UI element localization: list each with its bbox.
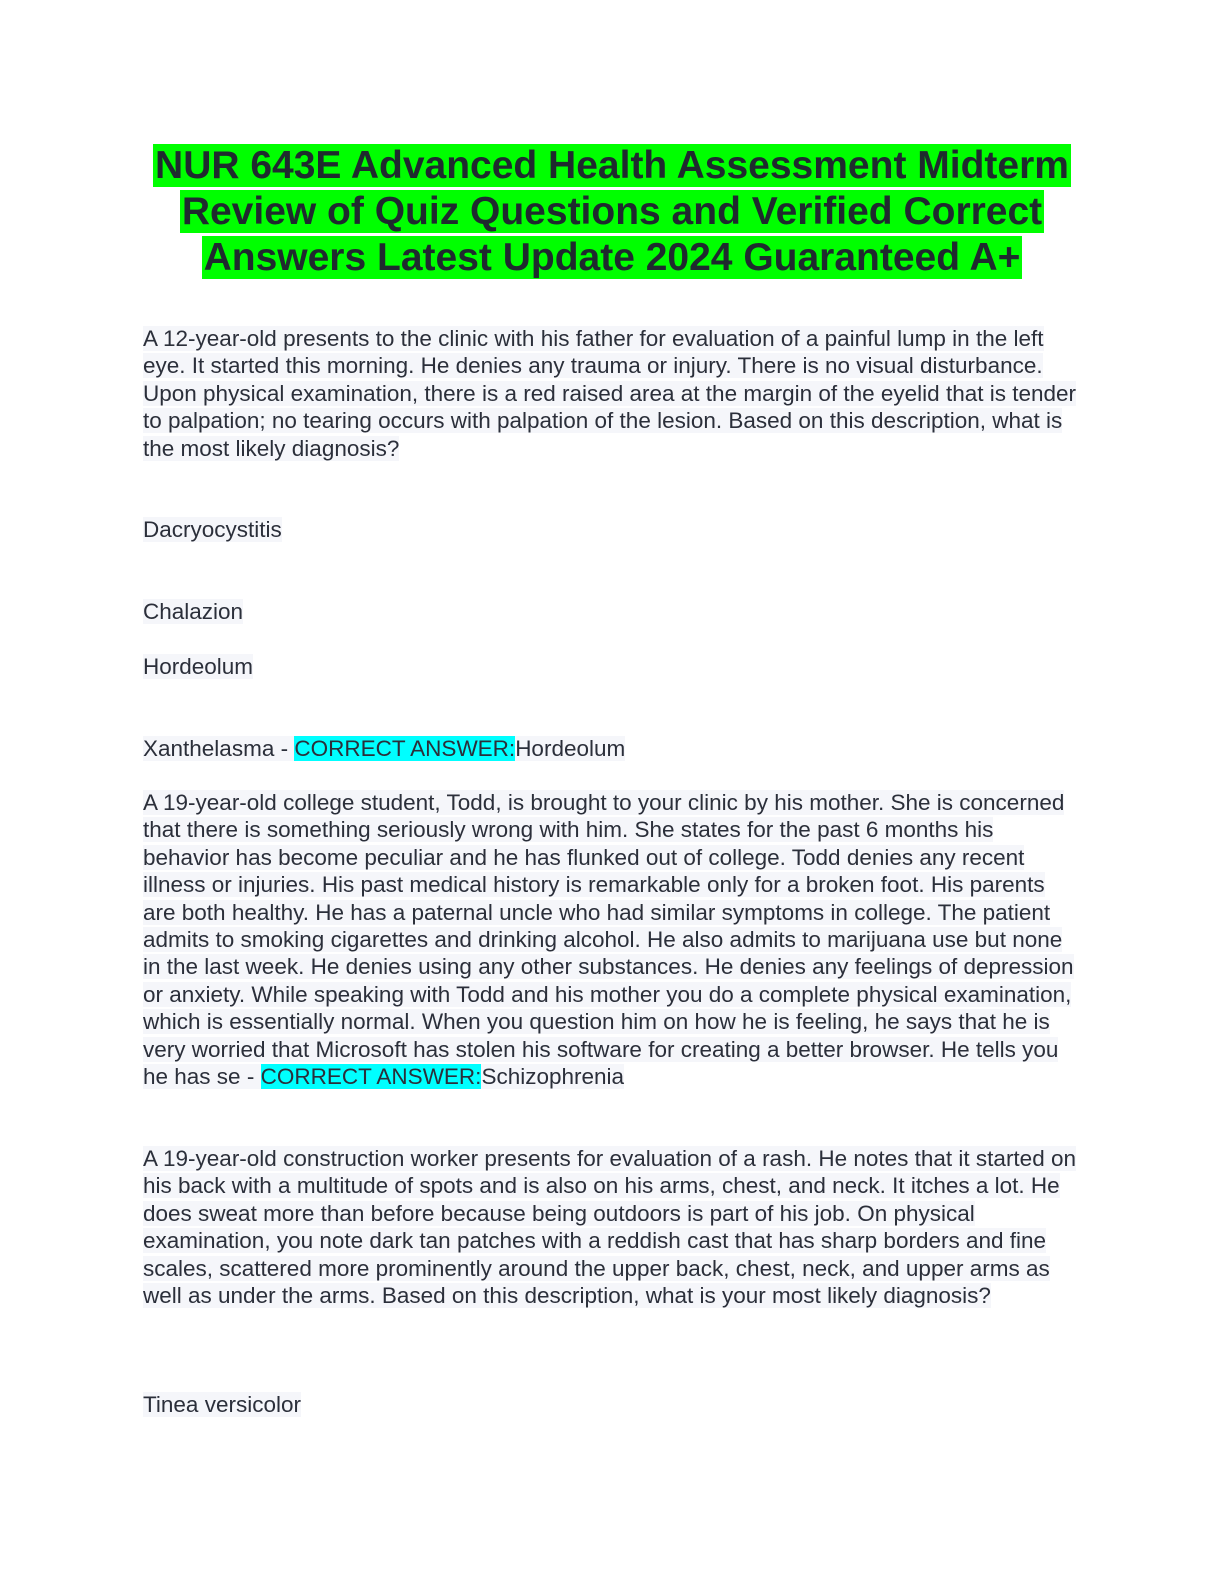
correct-answer-value: Hordeolum — [515, 736, 626, 761]
question-1-option-2: Chalazion — [143, 599, 244, 624]
document-title — [120, 143, 1104, 281]
question-1-option-1: Dacryocystitis — [143, 517, 282, 542]
question-1-option-3: Hordeolum — [143, 654, 254, 679]
correct-answer-label: CORRECT ANSWER: — [260, 1064, 482, 1090]
question-2-body: A 19-year-old college student, Todd, is brought to your clinic by his mother. She is concerned that there is something seriously wrong with him. She states for the past 6 months his behavior has become peculiar and he has flunked out of college. Todd denies any recent illness or injuries. His past medical history is remarkable only for a broken foot. His parents are both healthy. He has a paternal uncle who had similar symptoms in college. The patient admits to smoking cigarettes and drinking alcohol. He also admits to marijuana use but none in the last week. He denies using any other substances. He denies any feelings of depression or anxiety. While speaking with Todd and his mother you do a complete physical examination, which is essentially normal. When you question him on how he is feeling, he says that he is very worried that Microsoft has stolen his software for creating a better browser. He tells you he has se - — [143, 790, 1074, 1090]
question-1-body: A 12-year-old presents to the clinic with his father for evaluation of a painful lump in the left eye. It started this morning. He denies any trauma or injury. There is no visual disturbance. Upon physical examination, there is a red raised area at the margin of the eyelid that is tender to palpation; no tearing occurs with palpation of the lesion. Based on this description, what is the most likely diagnosis? — [143, 326, 1077, 461]
question-3-option-1: Tinea versicolor — [143, 1392, 301, 1417]
correct-answer-label: CORRECT ANSWER: — [294, 736, 516, 761]
correct-answer-value: Schizophrenia — [481, 1064, 625, 1090]
question-3-body: A 19-year-old construction worker presents for evaluation of a rash. He notes that it started on his back with a multitude of spots and is also on his arms, chest, and neck. It itches a lot. He does sweat more than before because being outdoors is part of his job. On physical examination, you note dark tan patches with a reddish cast that has sharp borders and fine scales, scattered more prominently around the upper back, chest, neck, and upper arms as well as under the arms. Based on this description, what is your most likely diagnosis? — [143, 1146, 1076, 1309]
title-highlight: NUR 643E Advanced Health Assessment Midterm Review of Quiz Questions and Verified Correct Answers Latest Update 2024 Guaranteed A+ — [155, 144, 1069, 279]
question-3-text — [143, 1145, 1083, 1309]
question-1-text — [143, 325, 1083, 462]
question-1-option-4-answer-line: Xanthelasma - CORRECT ANSWER:Hordeolum — [143, 736, 626, 761]
question-2-text — [143, 789, 1083, 1090]
